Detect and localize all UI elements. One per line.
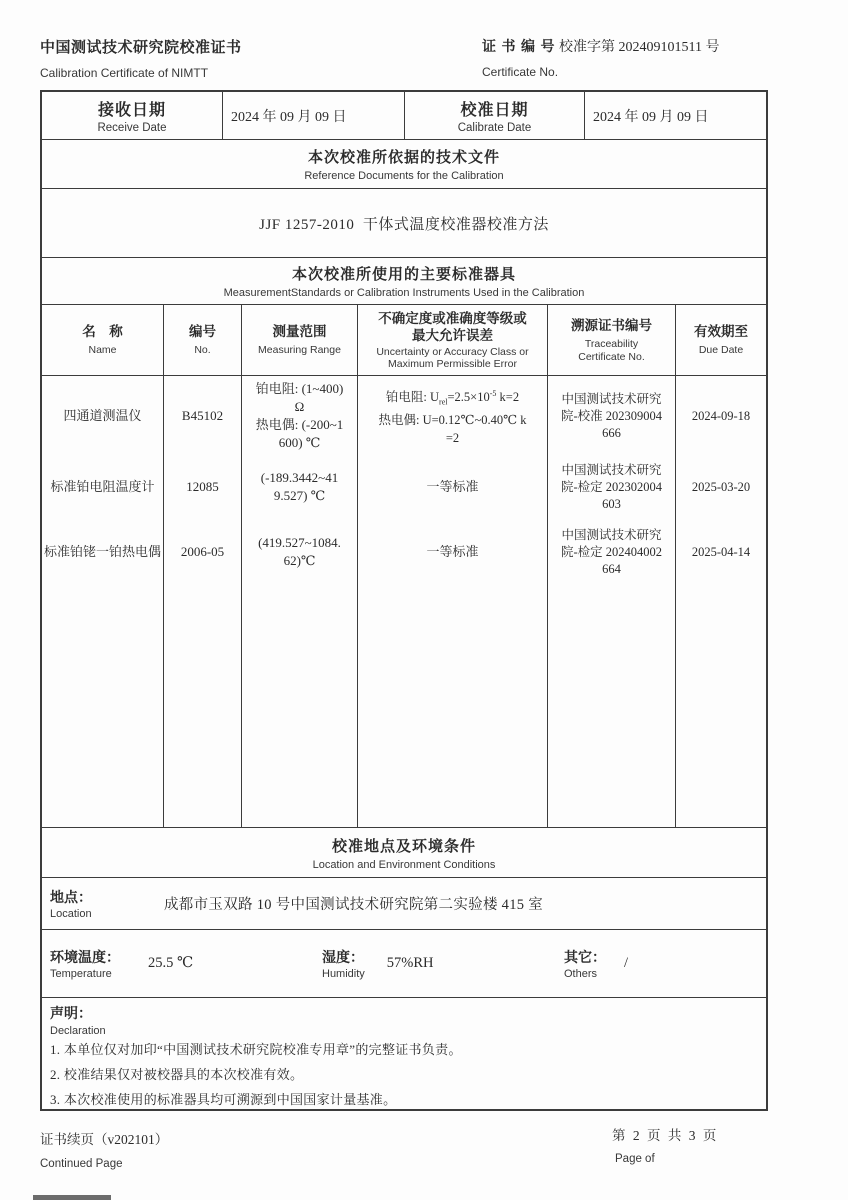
row2-trace-line2: 院-检定 202302004 bbox=[560, 479, 663, 494]
standards-heading-zh: 本次校准所使用的主要标准器具 bbox=[291, 267, 516, 283]
table-filler-cell bbox=[42, 586, 164, 827]
row1-uncertainty bbox=[358, 376, 548, 456]
row1-uncertainty-line3: =2 bbox=[445, 431, 460, 446]
reference-documents-heading bbox=[42, 139, 766, 188]
certificate-title-zh: 中国测试技术研究院校准证书 bbox=[40, 40, 242, 56]
row1-uncertainty-line1: 铂电阻: $U_{rel}=2.5\times 10^{-5}$ k=2 bbox=[385, 388, 520, 407]
standards-heading bbox=[42, 257, 766, 304]
certificate-number-value: 校准字第 202409101511 号 bbox=[559, 40, 720, 55]
footer-right bbox=[612, 1124, 718, 1165]
row1-due-date: 2024-09-18 bbox=[691, 409, 751, 423]
temperature-value: 25.5 ℃ bbox=[148, 955, 194, 971]
column-header-no-en: No. bbox=[194, 344, 211, 357]
table-filler-cell bbox=[358, 586, 548, 827]
scan-artifact-bar bbox=[33, 1195, 111, 1200]
page-number-en: Page of bbox=[615, 1153, 655, 1165]
row1-trace-line2: 院-校准 202309004 bbox=[560, 408, 663, 423]
column-header-traceability-en2: Certificate No. bbox=[578, 350, 645, 363]
location-heading-en: Location and Environment Conditions bbox=[312, 858, 496, 871]
location-label-zh: 地点： bbox=[50, 891, 92, 906]
header-left bbox=[40, 36, 242, 80]
row1-trace-line3: 666 bbox=[602, 425, 621, 440]
certificate-number-line bbox=[482, 36, 768, 56]
row3-trace-line2: 院-检定 202404002 bbox=[560, 544, 663, 559]
humidity-label-en: Humidity bbox=[322, 968, 365, 980]
location-heading-zh: 校准地点及环境条件 bbox=[331, 838, 476, 855]
calibrate-date-value: 2024 年 09 月 09 日 bbox=[593, 109, 709, 125]
column-header-traceability-zh: 溯源证书编号 bbox=[571, 318, 652, 333]
row3-trace-line3: 664 bbox=[602, 561, 621, 576]
column-header-name-en: Name bbox=[88, 344, 117, 357]
row3-name: 标准铂铑一铂热电偶 bbox=[42, 518, 164, 586]
row2-range-line1: (-189.3442~41 bbox=[260, 470, 339, 485]
table-filler-cell bbox=[676, 586, 766, 827]
receive-date-label-cell bbox=[42, 92, 223, 139]
table-filler-cell bbox=[548, 586, 676, 827]
receive-date-value: 2024 年 09 月 09 日 bbox=[223, 92, 405, 139]
header-right bbox=[482, 36, 768, 80]
calibrate-date-label-cell bbox=[405, 92, 585, 139]
uncertainty-subscript: rel bbox=[439, 397, 448, 407]
row1-traceability bbox=[548, 376, 676, 456]
column-header-no-zh: 编号 bbox=[189, 324, 216, 340]
temperature-label-zh: 环境温度： bbox=[50, 951, 120, 966]
column-header-due-zh: 有效期至 bbox=[694, 324, 748, 340]
temperature-label-en: Temperature bbox=[50, 968, 112, 980]
standards-table-body bbox=[42, 375, 766, 827]
declaration-item-1: 1. 本单位仅对加印“中国测试技术研究院校准专用章”的完整证书负责。 bbox=[50, 1042, 462, 1057]
declaration-label-en: Declaration bbox=[50, 1025, 106, 1037]
others-label-en: Others bbox=[564, 968, 598, 980]
row2-trace-line1: 中国测试技术研究 bbox=[561, 462, 662, 477]
continued-page-en: Continued Page bbox=[40, 1158, 123, 1170]
column-header-range-zh: 测量范围 bbox=[272, 324, 327, 340]
row3-traceability bbox=[548, 518, 676, 586]
column-header-uncertainty bbox=[358, 305, 548, 375]
column-header-uncertainty-zh2: 最大允许误差 bbox=[412, 327, 493, 343]
row2-range-line2: 9.527) ℃ bbox=[273, 488, 326, 503]
reference-heading-zh: 本次校准所依据的技术文件 bbox=[307, 150, 500, 166]
row3-range-line1: (419.527~1084. bbox=[258, 535, 341, 550]
calibrate-date-label-zh: 校准日期 bbox=[460, 102, 529, 119]
declaration-section bbox=[42, 997, 766, 1109]
reference-document-value: JJF 1257-2010 干体式温度校准器校准方法 bbox=[42, 188, 766, 257]
row1-range-line1: 铂电阻: (1~400) bbox=[255, 381, 344, 396]
standards-table-header bbox=[42, 304, 766, 375]
humidity-label-zh: 湿度： bbox=[322, 951, 364, 966]
temperature-group bbox=[42, 947, 322, 980]
row1-range-line3: 热电偶: (-200~1 bbox=[255, 417, 344, 432]
location-heading bbox=[42, 827, 766, 877]
column-header-range-en: Measuring Range bbox=[258, 344, 341, 357]
row1-trace-line1: 中国测试技术研究 bbox=[561, 391, 662, 406]
document-header bbox=[40, 36, 768, 80]
row1-no: B45102 bbox=[164, 376, 242, 456]
declaration-item-2: 2. 校准结果仅对被校器具的本次校准有效。 bbox=[50, 1067, 304, 1082]
certificate-sheet bbox=[40, 90, 768, 1111]
row2-no: 12085 bbox=[164, 456, 242, 518]
row2-traceability bbox=[548, 456, 676, 518]
declaration-label-zh: 声明： bbox=[50, 1007, 92, 1022]
row2-uncertainty: 一等标准 bbox=[358, 456, 548, 518]
uncertainty-superscript: -5 bbox=[489, 388, 497, 398]
certificate-title-en: Calibration Certificate of NIMTT bbox=[40, 66, 209, 80]
row3-range bbox=[242, 518, 358, 586]
column-header-traceability-en1: Traceability bbox=[584, 338, 639, 350]
row2-range bbox=[242, 456, 358, 518]
certificate-number-label-en: Certificate No. bbox=[482, 65, 559, 79]
row1-name: 四通道测温仪 bbox=[42, 376, 164, 456]
column-header-uncertainty-zh1: 不确定度或准确度等级或 bbox=[378, 310, 527, 326]
page-number-zh: 第 2 页 共 3 页 bbox=[612, 1128, 719, 1143]
row1-range-line4: 600) ℃ bbox=[278, 435, 321, 450]
certificate-number-label-zh: 证 书 编 号 bbox=[482, 40, 556, 55]
row1-range-line2: Ω bbox=[294, 399, 305, 414]
others-label-zh: 其它： bbox=[564, 951, 606, 966]
humidity-group bbox=[322, 947, 564, 980]
column-header-no bbox=[164, 305, 242, 375]
table-filler-cell bbox=[242, 586, 358, 827]
reference-heading-en: Reference Documents for the Calibration bbox=[304, 170, 504, 182]
footer-left bbox=[40, 1128, 168, 1170]
location-row bbox=[42, 877, 766, 929]
continued-page-zh: 证书续页（v202101） bbox=[40, 1132, 169, 1147]
location-label-en: Location bbox=[50, 908, 92, 920]
location-label bbox=[42, 887, 164, 920]
row1-uncertainty-line2: 热电偶: U=0.12℃~0.40℃ k bbox=[378, 413, 527, 428]
row1-range bbox=[242, 376, 358, 456]
column-header-uncertainty-en: Uncertainty or Accuracy Class or Maximum Permissible Error bbox=[376, 345, 529, 370]
humidity-value: 57%RH bbox=[386, 955, 434, 971]
standards-heading-en: MeasurementStandards or Calibration Instruments Used in the Calibration bbox=[223, 287, 585, 299]
column-header-name-zh: 名 称 bbox=[82, 324, 123, 340]
row3-no: 2006-05 bbox=[164, 518, 242, 586]
row3-trace-line1: 中国测试技术研究 bbox=[561, 527, 662, 542]
calibrate-date-label-en: Calibrate Date bbox=[457, 122, 532, 134]
dates-row bbox=[42, 92, 766, 139]
others-value: / bbox=[624, 955, 629, 971]
receive-date-label-zh: 接收日期 bbox=[97, 102, 166, 119]
row2-trace-line3: 603 bbox=[602, 496, 621, 511]
row3-due-date: 2025-04-14 bbox=[691, 545, 751, 559]
location-value: 成都市玉双路 10 号中国测试技术研究院第二实验楼 415 室 bbox=[164, 897, 544, 913]
column-header-due-en: Due Date bbox=[698, 344, 744, 357]
others-group bbox=[564, 947, 766, 980]
row2-name: 标准铂电阻温度计 bbox=[42, 456, 164, 518]
environment-row bbox=[42, 929, 766, 997]
table-filler-cell bbox=[164, 586, 242, 827]
column-header-range bbox=[242, 305, 358, 375]
column-header-due-date bbox=[676, 305, 766, 375]
column-header-name bbox=[42, 305, 164, 375]
row3-uncertainty: 一等标准 bbox=[358, 518, 548, 586]
declaration-item-3: 3. 本次校准使用的标准器具均可溯源到中国国家计量基准。 bbox=[50, 1092, 397, 1107]
receive-date-label-en: Receive Date bbox=[97, 122, 167, 134]
column-header-traceability bbox=[548, 305, 676, 375]
row2-due-date: 2025-03-20 bbox=[691, 480, 751, 494]
row3-range-line2: 62)℃ bbox=[283, 553, 316, 568]
